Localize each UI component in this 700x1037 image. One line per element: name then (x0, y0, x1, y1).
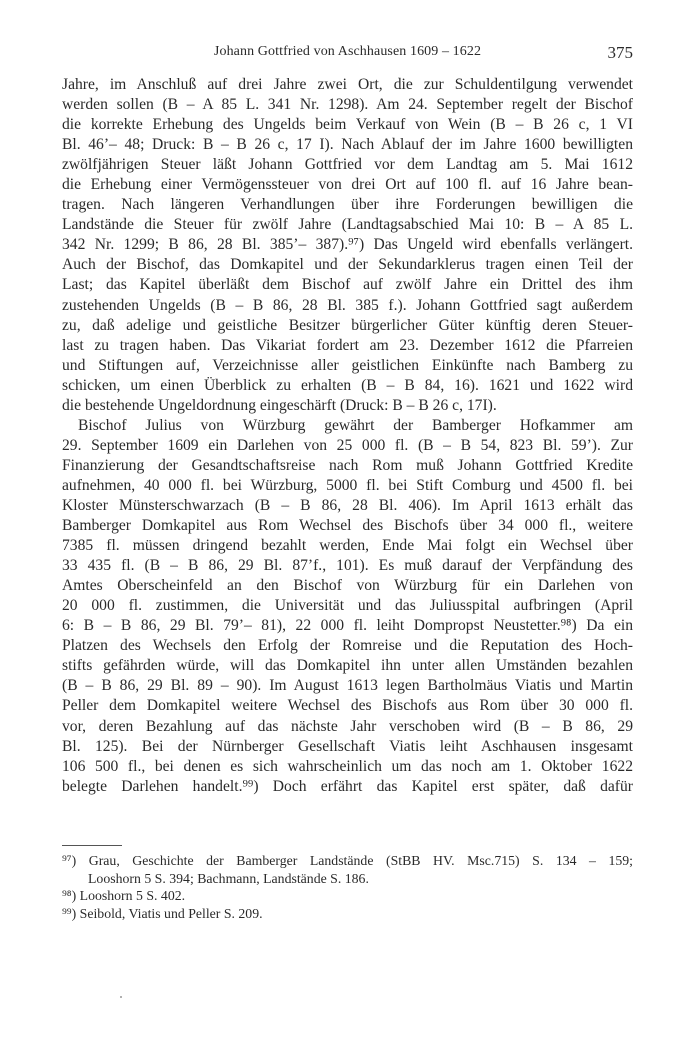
text-line: Last; das Kapitel überläßt dem Bischof auf zwölf Jahre ein Drittel des ihm (62, 276, 633, 294)
text-line: Finanzierung der Gesandtschaftsreise nach Rom muß Johann Gottfried Kredite (62, 456, 633, 474)
text-line: Bischof Julius von Würzburg gewährt der Bamberger Hofkammer am (78, 416, 633, 434)
text-line: zustehenden Ungelds (B – B 86, 28 Bl. 385 f.). Johann Gottfried sagt außerdem (62, 296, 633, 314)
text-line: und Stiftungen auf, Verzeichnisse aller geistlichen Einkünfte nach Bamberg zu (62, 356, 633, 374)
page-number: 375 (607, 43, 633, 62)
text-line: aufnehmen, 40 000 fl. bei Würzburg, 5000 fl. bei Stift Comburg und 4500 fl. bei (62, 476, 633, 494)
text-line: Auch der Bischof, das Domkapitel und der Sekundarklerus tragen einen Teil der (62, 256, 633, 274)
footnote-99: ⁹⁹) Seibold, Viatis und Peller S. 209. (62, 905, 263, 921)
scan-speck (120, 996, 122, 998)
text-line: 342 Nr. 1299; B 86, 28 Bl. 385’– 387).⁹⁷) Das Ungeld wird ebenfalls verlängert. (62, 236, 633, 254)
text-line: Landstände die Steuer für zwölf Jahre (Landtagsabschied Mai 10: B – A 85 L. (62, 216, 633, 234)
body-text (62, 75, 633, 797)
text-line: 6: B – B 86, 29 Bl. 79’– 81), 22 000 fl. leiht Dompropst Neustetter.⁹⁸) Da ein (62, 617, 633, 635)
text-line: werden sollen (B – A 85 L. 341 Nr. 1298). Am 24. September regelt der Bischof (62, 96, 633, 114)
text-line: 20 000 fl. zustimmen, die Universität und das Juliusspital aufbringen (April (62, 597, 633, 615)
text-line: zu, daß adelige und geistliche Besitzer bürgerlicher Güter künftig deren Steuer- (62, 316, 633, 334)
text-line: 106 500 fl., bei denen es sich wahrscheinlich um das noch am 1. Oktober 1622 (62, 757, 633, 775)
text-line: belegte Darlehen handelt.⁹⁹) Doch erfährt das Kapitel erst später, daß dafür (62, 777, 633, 795)
text-line: 7385 fl. müssen dringend bezahlt werden, Ende Mai folgt ein Wechsel über (62, 537, 633, 555)
text-line: vor, deren Bezahlung auf das nächste Jahr verschoben wird (B – B 86, 29 (62, 717, 633, 735)
text-line: Kloster Münsterschwarzach (B – B 86, 28 Bl. 406). Im April 1613 erhält das (62, 496, 633, 514)
running-title: Johann Gottfried von Aschhausen 1609 – 1622 (213, 44, 482, 59)
text-line: Platzen des Wechsels den Erfolg der Romreise und die Reputation des Hoch- (62, 637, 633, 655)
text-line: Bl. 125). Bei der Nürnberger Gesellschaft Viatis leiht Aschhausen insgesamt (62, 737, 633, 755)
text-line: die Erhebung einer Vermögenssteuer von drei Ort auf 100 fl. auf 16 Jahre bean- (62, 176, 633, 194)
text-line: 33 435 fl. (B – B 86, 29 Bl. 87’f., 101). Es muß darauf der Verpfändung des (62, 557, 633, 575)
text-line: zwölfjährigen Steuer läßt Johann Gottfried vor dem Landtag am 5. Mai 1612 (62, 156, 633, 174)
text-line: Jahre, im Anschluß auf drei Jahre zwei Ort, die zur Schuldentilgung verwendet (62, 76, 633, 93)
text-line: die bestehende Ungeldordnung eingeschärft (Druck: B – B 26 c, 17I). (62, 396, 497, 414)
text-line: stifts gefährden würde, will das Domkapitel ihn unter allen Umständen bezahlen (62, 657, 633, 675)
text-line: tragen. Nach längeren Verhandlungen über ihre Forderungen bewilligen die (62, 196, 633, 214)
text-line: last zu tragen haben. Das Vikariat fordert am 23. Dezember 1612 die Pfarreien (62, 336, 633, 354)
text-line: 29. September 1609 ein Darlehen von 25 000 fl. (B – B 54, 823 Bl. 59’). Zur (62, 436, 633, 454)
text-line: (B – B 86, 29 Bl. 89 – 90). Im August 1613 legen Bartholmäus Viatis und Martin (62, 677, 633, 695)
text-line: die korrekte Erhebung des Ungelds beim Verkauf von Wein (B – B 26 c, 1 VI (62, 116, 633, 134)
footnote-divider (62, 845, 122, 846)
footnotes (62, 852, 633, 922)
footnote-98: ⁹⁸) Looshorn 5 S. 402. (62, 888, 186, 903)
text-line: Amtes Oberscheinfeld an den Bischof von Würzburg für ein Darlehen von (62, 577, 633, 595)
text-line: Bamberger Domkapitel aus Rom Wechsel des Bischofs über 34 000 fl., weitere (62, 517, 633, 535)
running-header (62, 44, 633, 66)
text-line: Bl. 46’– 48; Druck: B – B 26 c, 17 I). Nach Ablauf der im Jahre 1600 bewilligten (62, 136, 633, 154)
text-line: schicken, um einen Überblick zu erhalten (B – B 84, 16). 1621 und 1622 wird (62, 376, 633, 394)
footnote-97-continued: Looshorn 5 S. 394; Bachmann, Landstände S. 186. (88, 870, 369, 886)
footnote-97: ⁹⁷) Grau, Geschichte der Bamberger Landstände (StBB HV. Msc.715) S. 134 – 159; (62, 853, 633, 868)
text-line: Peller dem Domkapitel weitere Wechsel des Bischofs aus Rom über 30 000 fl. (62, 697, 633, 715)
